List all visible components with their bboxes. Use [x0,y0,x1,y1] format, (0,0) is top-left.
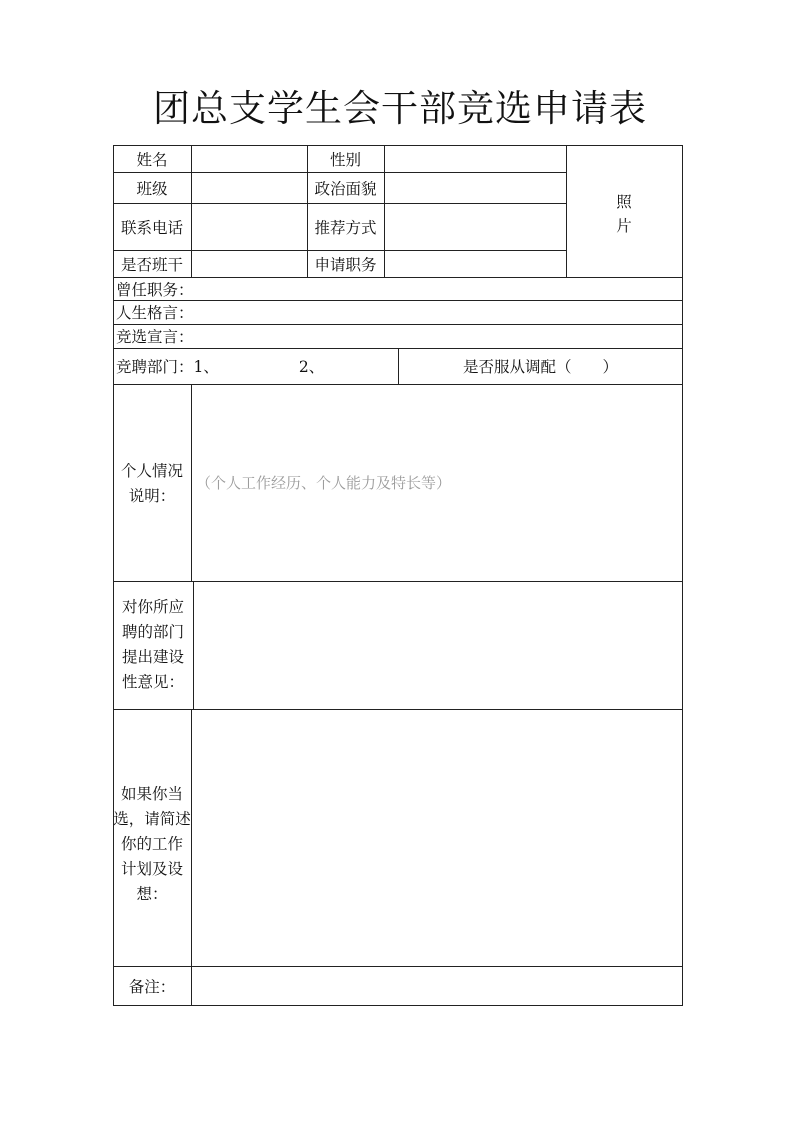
work-plan-label-line3: 你的工作 [120,835,183,853]
suggestion-label-line2: 聘的部门 [121,623,184,641]
personal-info-label-line1: 个人情况 [120,461,183,480]
class-field[interactable] [191,172,307,203]
work-plan-label [113,709,191,966]
suggestion-label-line1: 对你所应 [121,598,184,616]
political-status-label: 政治面貌 [314,179,377,198]
former-posts-row[interactable] [113,277,683,300]
personal-info-field[interactable] [192,384,683,581]
department-label-2: 2、 [298,358,325,376]
personal-info-hint: （个人工作经历、个人能力及特长等） [196,474,452,492]
suggestion-label-line3: 提出建设 [121,648,184,666]
suggestion-field[interactable] [194,581,683,709]
motto-row[interactable] [113,300,683,324]
suggestion-label [113,581,193,709]
name-label: 姓名 [136,150,168,169]
class-cadre-field[interactable] [191,250,307,277]
declaration-row[interactable] [113,324,683,348]
work-plan-field[interactable] [192,709,683,966]
phone-label: 联系电话 [120,218,183,237]
political-status-field[interactable] [384,172,566,203]
phone-field[interactable] [191,203,307,250]
department-label-1: 竞聘部门：1、 [116,358,219,376]
name-field[interactable] [191,145,307,172]
motto-label: 人生格言： [116,304,194,322]
photo-label [566,190,682,238]
remarks-label: 备注： [128,978,176,996]
page-title: 团总支学生会干部竞选申请表 [153,87,647,130]
work-plan-label-line2: 选，请简述 [113,810,191,828]
apply-position-field[interactable] [384,250,566,277]
declaration-label: 竞选宣言： [116,328,194,346]
photo-label-line2: 片 [616,217,632,235]
apply-position-label: 申请职务 [314,255,377,274]
former-posts-label: 曾任职务： [116,280,194,299]
suggestion-label-line4: 性意见： [121,673,184,691]
class-label: 班级 [136,179,168,198]
class-cadre-label: 是否班干 [120,255,183,274]
gender-label: 性别 [329,150,361,169]
work-plan-label-line1: 如果你当 [120,785,183,803]
obey-adjustment-cell[interactable]: 是否服从调配（ ） [462,358,618,376]
work-plan-label-line5: 想： [136,885,168,903]
photo-label-line1: 照 [616,193,632,211]
remarks-field[interactable] [192,966,683,1006]
personal-info-label [113,384,191,581]
work-plan-label-line4: 计划及设 [120,860,183,878]
gender-field[interactable] [384,145,566,172]
recommend-method-field[interactable] [384,203,566,250]
department-choice-cell[interactable] [113,348,398,384]
personal-info-label-line2: 说明： [128,486,176,505]
recommend-method-label: 推荐方式 [314,218,377,237]
